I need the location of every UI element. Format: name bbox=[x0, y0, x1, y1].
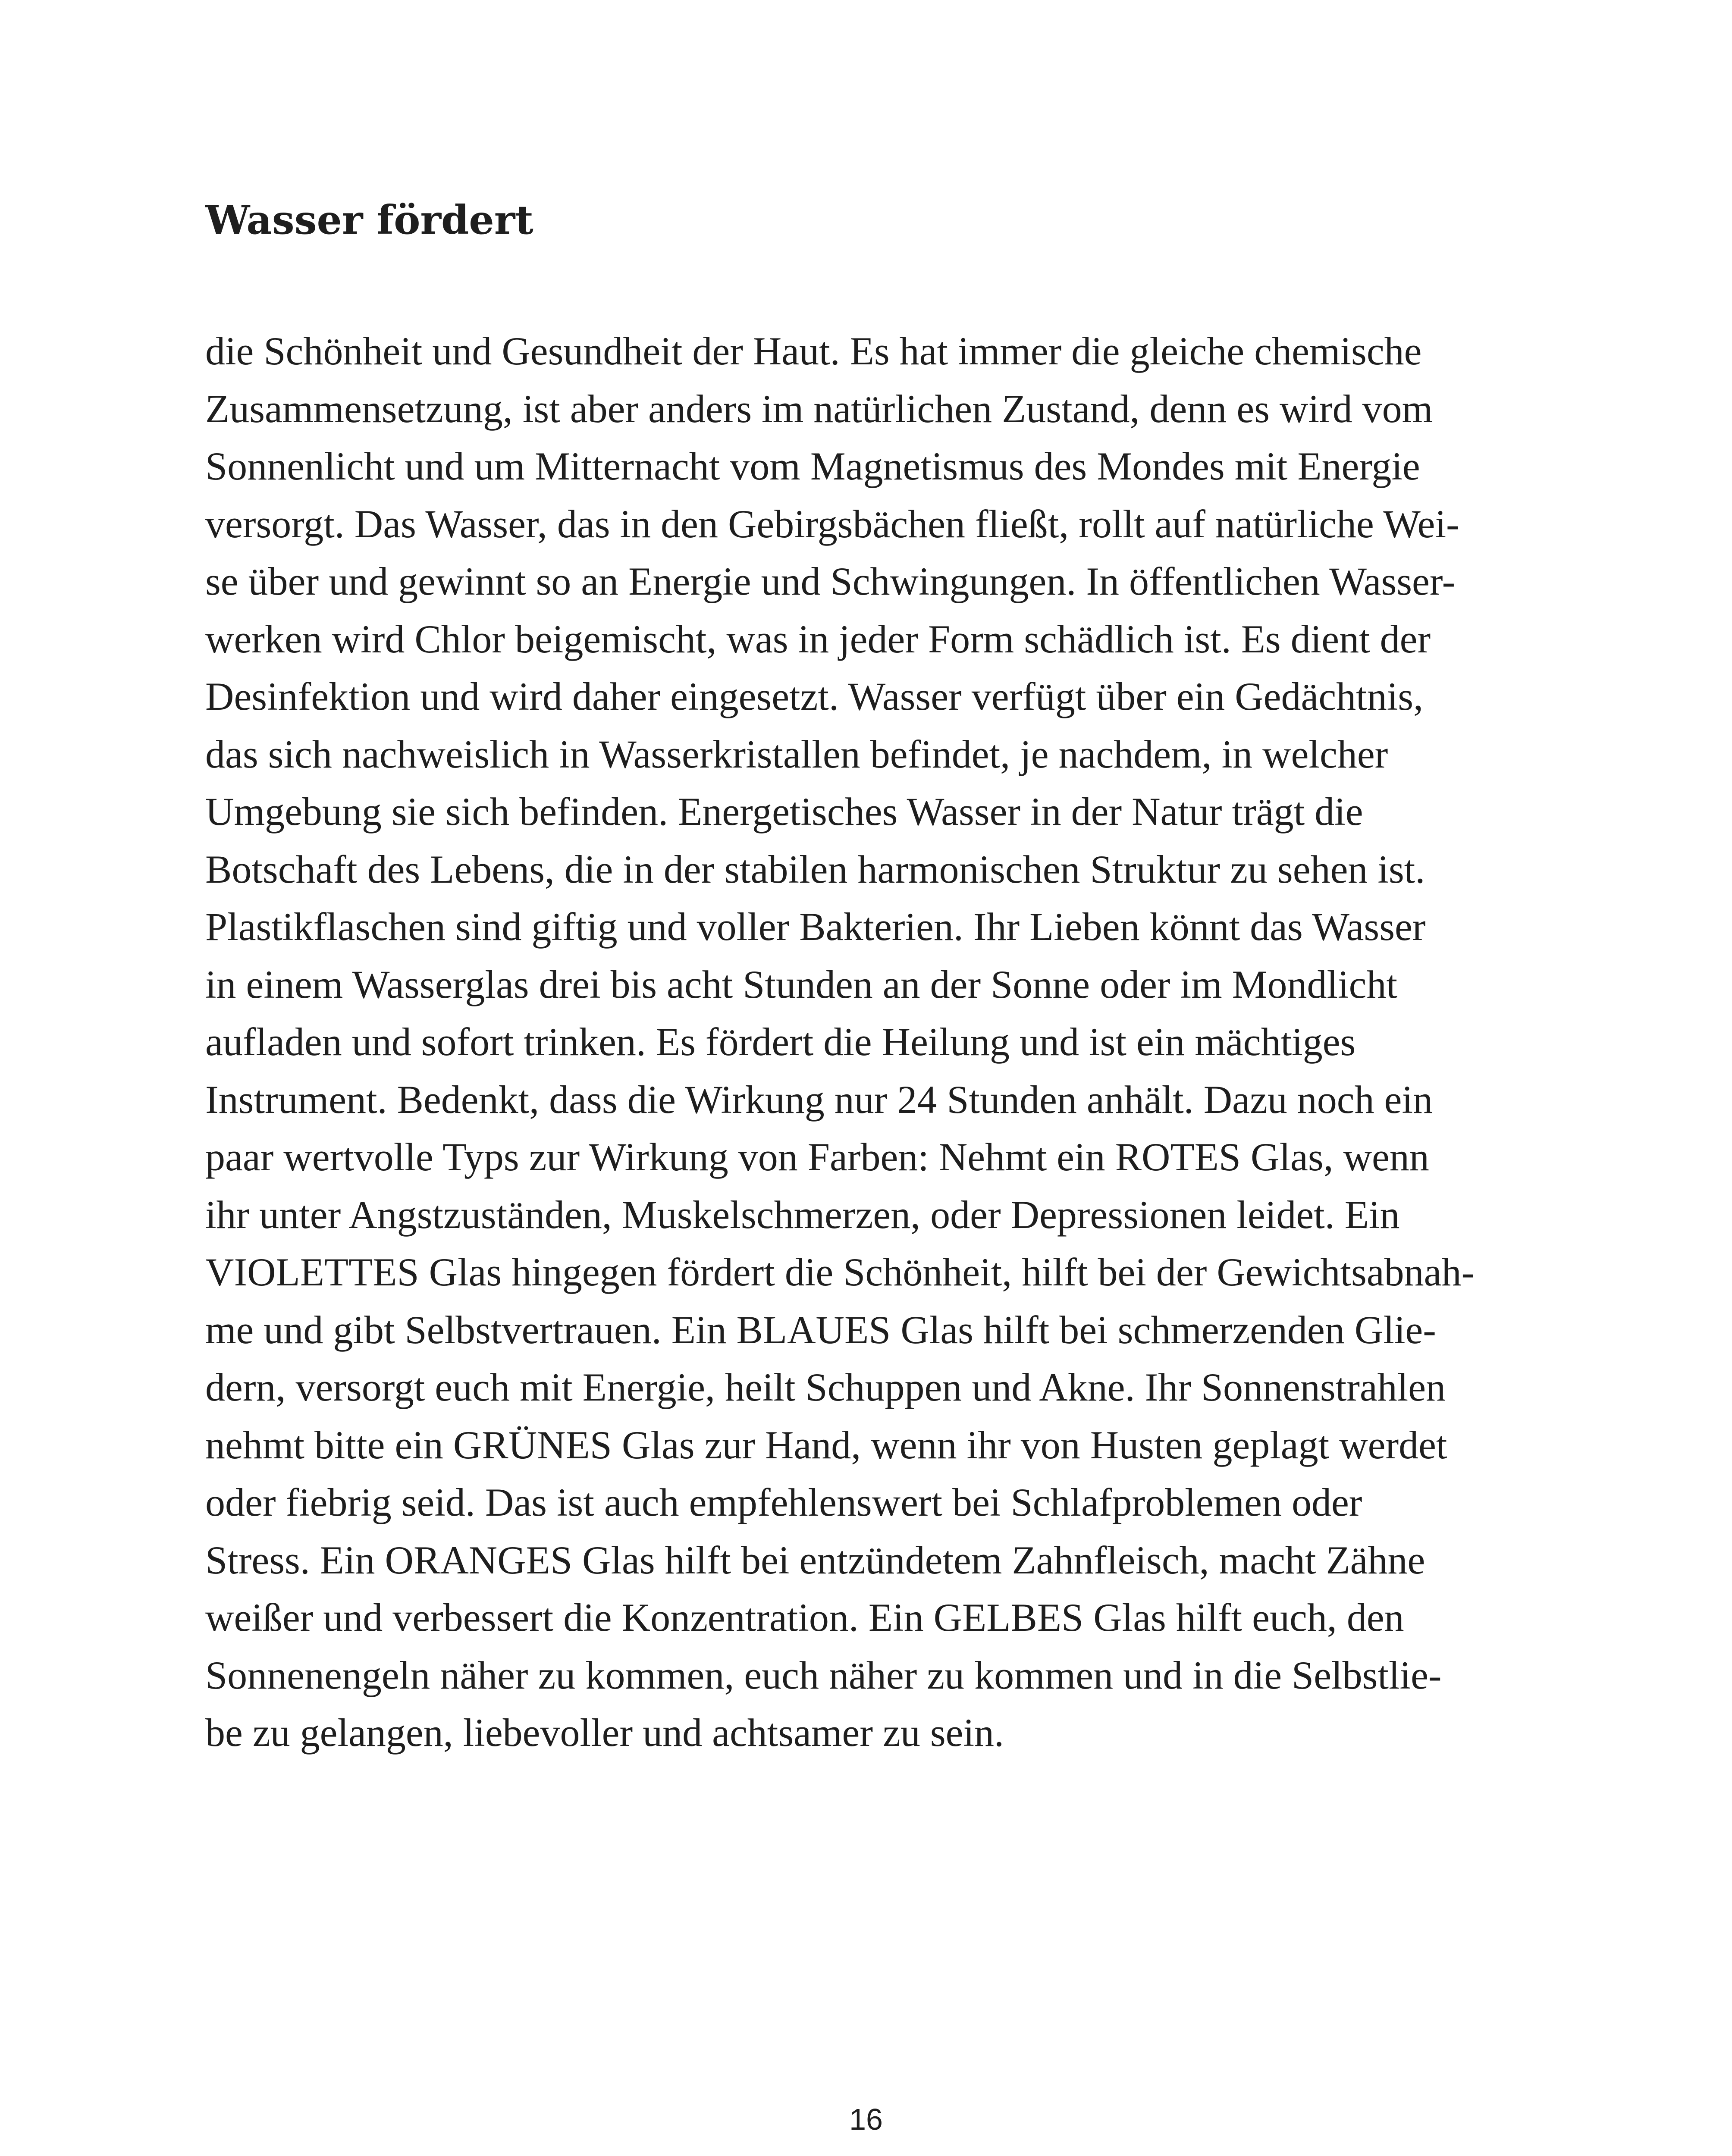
text-line: Stress. Ein ORANGES Glas hilft bei entzündetem Zahnfleisch, macht Zähne bbox=[205, 1538, 1425, 1582]
text-line: nehmt bitte ein GRÜNES Glas zur Hand, wenn ihr von Husten geplagt werdet bbox=[205, 1423, 1447, 1467]
text-line: dern, versorgt euch mit Energie, heilt Schuppen und Akne. Ihr Sonnenstrahlen bbox=[205, 1365, 1446, 1409]
text-line: Plastikflaschen sind giftig und voller Bakterien. Ihr Lieben könnt das Wasser bbox=[205, 905, 1426, 949]
text-line: Sonnenlicht und um Mitternacht vom Magnetismus des Mondes mit Energie bbox=[205, 444, 1420, 488]
text-line: das sich nachweislich in Wasserkristallen befindet, je nachdem, in welcher bbox=[205, 732, 1388, 776]
page-number: 16 bbox=[849, 2103, 883, 2136]
text-line: Desinfektion und wird daher eingesetzt. Wasser verfügt über ein Gedächtnis, bbox=[205, 674, 1424, 718]
text-line: Zusammensetzung, ist aber anders im natürlichen Zustand, denn es wird vom bbox=[205, 386, 1433, 431]
text-line: Sonnenengeln näher zu kommen, euch näher zu kommen und in die Selbstlie- bbox=[205, 1653, 1442, 1697]
section-heading: Wasser fördert bbox=[205, 197, 533, 243]
text-line: Botschaft des Lebens, die in der stabilen harmonischen Struktur zu sehen ist. bbox=[205, 847, 1425, 891]
text-line: versorgt. Das Wasser, das in den Gebirgsbächen fließt, rollt auf natürliche Wei- bbox=[205, 501, 1459, 546]
body-paragraph bbox=[205, 323, 1568, 1762]
text-line: die Schönheit und Gesundheit der Haut. Es hat immer die gleiche chemische bbox=[205, 329, 1422, 373]
text-line: me und gibt Selbstvertrauen. Ein BLAUES Glas hilft bei schmerzenden Glie- bbox=[205, 1307, 1436, 1352]
text-line: Umgebung sie sich befinden. Energetisches Wasser in der Natur trägt die bbox=[205, 790, 1363, 834]
text-line: VIOLETTES Glas hingegen fördert die Schönheit, hilft bei der Gewichtsabnah- bbox=[205, 1250, 1475, 1294]
text-line: ihr unter Angstzuständen, Muskelschmerzen, oder Depressionen leidet. Ein bbox=[205, 1192, 1400, 1237]
text-line: werken wird Chlor beigemischt, was in jeder Form schädlich ist. Es dient der bbox=[205, 617, 1431, 661]
text-line: Instrument. Bedenkt, dass die Wirkung nur 24 Stunden anhält. Dazu noch ein bbox=[205, 1077, 1433, 1122]
text-line: se über und gewinnt so an Energie und Schwingungen. In öffentlichen Wasser- bbox=[205, 559, 1456, 603]
text-line: be zu gelangen, liebevoller und achtsamer zu sein. bbox=[205, 1711, 1004, 1755]
text-line: oder fiebrig seid. Das ist auch empfehlenswert bei Schlafproblemen oder bbox=[205, 1480, 1362, 1524]
text-line: weißer und verbessert die Konzentration. Ein GELBES Glas hilft euch, den bbox=[205, 1595, 1404, 1639]
text-line: in einem Wasserglas drei bis acht Stunden an der Sonne oder im Mondlicht bbox=[205, 962, 1397, 1006]
text-line: aufladen und sofort trinken. Es fördert die Heilung und ist ein mächtiges bbox=[205, 1020, 1356, 1064]
text-line: paar wertvolle Typs zur Wirkung von Farben: Nehmt ein ROTES Glas, wenn bbox=[205, 1135, 1429, 1179]
